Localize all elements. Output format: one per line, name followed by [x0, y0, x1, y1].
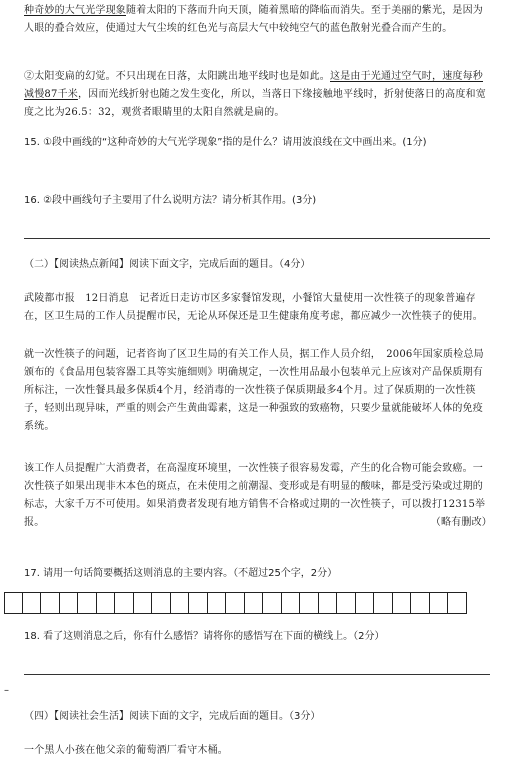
answer-grid-cell[interactable]	[152, 592, 171, 614]
answer-line-16	[24, 238, 490, 239]
answer-grid-cell[interactable]	[282, 592, 301, 614]
news-paragraph-3	[24, 460, 492, 532]
answer-grid-cell[interactable]	[263, 592, 282, 614]
answer-grid-cell[interactable]	[208, 592, 227, 614]
answer-grid-cell[interactable]	[60, 592, 79, 614]
paragraph-2-start: ②太阳变扁的幻觉。不只出现在日落，太阳跳出地平线时也是如此。	[24, 71, 330, 82]
answer-grid-cell[interactable]	[97, 592, 116, 614]
answer-grid-cell[interactable]	[374, 592, 393, 614]
answer-grid-cell[interactable]	[226, 592, 245, 614]
answer-grid-cell[interactable]	[300, 592, 319, 614]
answer-grid-cell[interactable]	[23, 592, 42, 614]
stray-mark: –	[4, 685, 9, 696]
answer-grid-cell[interactable]	[189, 592, 208, 614]
answer-grid-cell[interactable]	[4, 592, 23, 614]
news-paragraph-1: 武陵都市报 12日消息 记者近日走访市区多家餐馆发现，小餐馆大量使用一次性筷子的现象普遍存在，区卫生局的工作人员提醒市民，无论从环保还是卫生健康角度考虑，都应减少一次性筷子的使用。	[24, 293, 483, 322]
paragraph-2-text: ，因而光线折射也随之发生变化，所以，当落日下缘接触地平线时，折射使落日的高度和宽度之比为26.5：32，观赏者眼睛里的太阳自然就是扁的。	[24, 89, 486, 118]
section-2-title: （二）【阅读热点新闻】阅读下面文字，完成后面的题目。（4分）	[24, 259, 311, 270]
answer-line-18	[24, 674, 490, 675]
answer-grid-cell[interactable]	[41, 592, 60, 614]
story-paragraph-1: 一个黑人小孩在他父亲的葡萄酒厂看守木桶。	[24, 745, 228, 756]
answer-grid-cell[interactable]	[245, 592, 264, 614]
answer-grid-17[interactable]	[4, 592, 467, 614]
answer-grid-cell[interactable]	[134, 592, 153, 614]
answer-grid-cell[interactable]	[448, 592, 467, 614]
answer-grid-cell[interactable]	[356, 592, 375, 614]
answer-grid-cell[interactable]	[171, 592, 190, 614]
underlined-sentence-2: 这是由于光通过空气时，速度每秒减慢87千米	[24, 71, 483, 100]
paragraph-1-text: 随着太阳的下落而升向天顶，随着黑暗的降临而消失。至于美丽的紫光，是因为人眼的叠合效应，使通过大气尘埃的红色光与高层大气中较纯空气的蓝色散射光叠合而产生的。	[24, 5, 483, 34]
paragraph-2	[24, 68, 492, 122]
news-paragraph-3-text: 该工作人员提醒广大消费者，在高湿度环境里，一次性筷子很容易发霉，产生的化合物可能会致癌。一次性筷子如果出现非木本色的斑点，在未使用之前潮湿、变形或是有明显的酸味，都是受污染或过期的标志，大家千万不可使用。如果消费者发现有地方销售不合格或过期的一次性筷子，可以拨打12315举报。	[24, 463, 486, 528]
answer-grid-cell[interactable]	[319, 592, 338, 614]
answer-grid-cell[interactable]	[78, 592, 97, 614]
question-16: 16. ②段中画线句子主要用了什么说明方法？请分析其作用。(3分)	[24, 195, 317, 206]
question-18: 18. 看了这则消息之后，你有什么感悟？请将你的感悟写在下面的横线上。（2分）	[24, 631, 385, 642]
answer-grid-cell[interactable]	[411, 592, 430, 614]
answer-grid-cell[interactable]	[337, 592, 356, 614]
edit-note: （略有删改）	[430, 517, 492, 528]
section-4-title: （四）【阅读社会生活】阅读下面的文字，完成后面的题目。（3分）	[24, 711, 321, 722]
news-paragraph-2: 就一次性筷子的问题，记者咨询了区卫生局的有关工作人员，据工作人员介绍， 2006年国家质检总局颁布的《食品用包装容器工具等实施细则》明确规定，一次性用品最小包装单元上应该对产品保质期有所标注，一次性餐具最多保质4个月，经消毒的一次性筷子保质期最多4个月。过了保质期的一次性筷子，轻则出现异味，严重的则会产生黄曲霉素，这是一种强致的致癌物，只要少量就能破坏人体的免疫系统。	[24, 349, 484, 432]
question-17: 17. 请用一句话简要概括这则消息的主要内容。（不超过25个字，2分）	[24, 568, 338, 579]
answer-grid-cell[interactable]	[115, 592, 134, 614]
question-15: 15. ①段中画线的“这种奇妙的大气光学现象”指的是什么？请用波浪线在文中画出来。(1分)	[24, 137, 427, 148]
answer-grid-cell[interactable]	[430, 592, 449, 614]
underlined-phrase-1: 种奇妙的大气光学现象	[24, 5, 126, 16]
answer-grid-cell[interactable]	[393, 592, 412, 614]
paragraph-1	[24, 2, 492, 38]
